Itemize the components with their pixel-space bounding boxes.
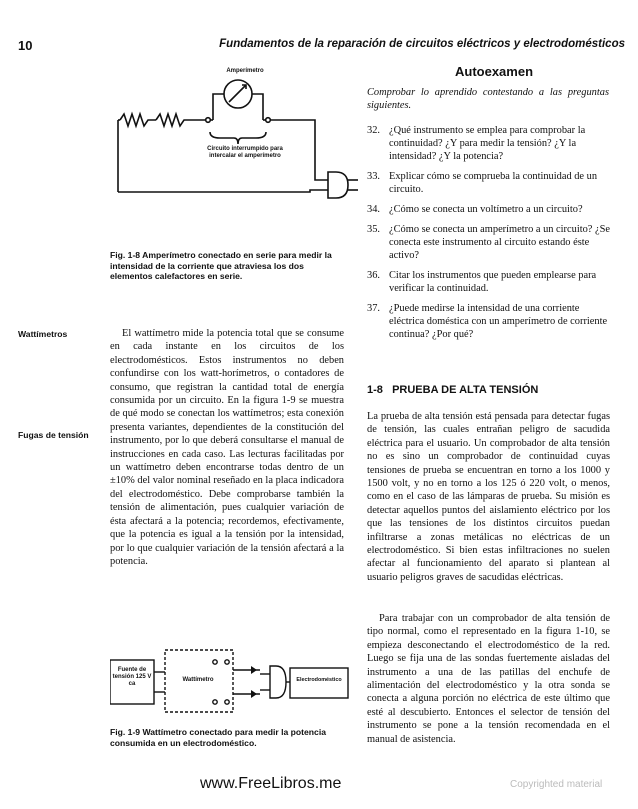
question-text: ¿Cómo se conecta un amperímetro a un circuito? ¿Se conecta este instrumento al circuito estando éste activo? — [389, 223, 611, 262]
question-number: 35. — [367, 223, 380, 235]
question-number: 32. — [367, 125, 380, 136]
question-list — [367, 124, 610, 348]
break-label: Circuito interrumpido para intercalar el amperímetro — [207, 146, 283, 159]
figure-1-8-caption: Fig. 1-8 Amperímetro conectado en serie para medir la intensidad de la corriente que atraviesa los dos elementos calefactores en serie. — [110, 250, 332, 281]
margin-label-wattimetros: Wattímetros — [18, 329, 68, 339]
question-number: 33. — [367, 171, 380, 183]
wattimetros-paragraph: El wattímetro mide la potencia total que se consume en cada instante en los circuitos de los electrodomésticos. Estos instrumentos no deben confundirse con los watt-horímetros, o contadores de consumo, que registran la cantidad total de energía consumida por un circuito. En la figura 1-9 se muestra de qué modo se conectan los wattímetros; esta conexión presenta variantes, dependientes de la constitución del instrumento, por lo que deberá consultarse el manual de instrucciones en cada caso. Las lecturas facilitadas por un wattímetro deben encontrarse todas dentro de un ±10% del valor nominal reseñado en la placa indicadora del electrodoméstico. Debe comprobarse también la tensión de alimentación, pues cualquier variación de ésta afectará a la potencia; recordemos, efectivamente, que la potencia es igual a la tensión por la intensidad, por lo que cualquier variación de la tensión afectará a la potencia. — [110, 328, 344, 567]
question-text: ¿Cómo se conecta un voltímetro a un circuito? — [389, 204, 583, 216]
ammeter-label: Amperímetro — [226, 68, 264, 74]
source-label: Fuente de tensión 125 V ca — [112, 667, 152, 687]
question-number: 34. — [367, 204, 380, 216]
question-number: 36. — [367, 269, 380, 281]
autoexamen-intro: Comprobar lo aprendido contestando a las preguntas siguientes. — [367, 87, 609, 112]
question-item — [367, 170, 610, 196]
section-paragraph-2: Para trabajar con un comprobador de alta tensión de tipo normal, como el representado en la figura 1-10, se empieza desconectando el electrodoméstico de la red. Luego se fija una de las sondas fuertemente aisladas del instrumento a una de las patillas del enchufe de alimentación del electrodoméstico y la otra sonda se conecta a alguna porción no eléctrica de este último que esté al descubierto. Entonces el selector de tensión del instrumento se pone a la tensión recomendada en el manual de asistencia. — [367, 613, 610, 745]
page-number: 10 — [18, 38, 33, 53]
autoexamen-title: Autoexamen — [455, 64, 534, 79]
figure-1-9-caption: Fig. 1-9 Wattímetro conectado para medir la potencia consumida en un electrodoméstico. — [110, 727, 327, 748]
section-heading: 1-8 PRUEBA DE ALTA TENSIÓN — [367, 384, 539, 396]
question-text: Explicar cómo se comprueba la continuidad de un circuito. — [389, 171, 598, 196]
running-title: Fundamentos de la reparación de circuitos eléctricos y electrodomésticos — [219, 38, 625, 50]
question-item — [367, 223, 610, 263]
footer-copyright: Copyrighted material — [510, 779, 603, 790]
question-item — [367, 269, 610, 295]
appliance-label: Electrodoméstico — [296, 677, 342, 683]
section-paragraph-1: La prueba de alta tensión está pensada para detectar fugas de tensión, las cuales entrañan peligro de sacudida eléctrica para el usuario. Un comprobador de alta tensión no es sino un comprobador de continuidad cuyas tensiones de prueba se encuentran en torno a los 1000 y 1500 volt, y no en torno a los 125 ó 220 volt, o menos, como en el caso de las lámparas de prueba. Su misión es detectar aquellos puntos del aislamiento eléctrico por los que las tensiones de los distintos circuitos puedan infiltrarse a zonas metálicas no eléctricas de un electrodoméstico. Si bien estas infiltraciones no suelen afectar al funcionamiento del aparato si plantean al usuario peligros graves de sacudidas eléctricas. — [367, 411, 610, 583]
question-text: ¿Qué instrumento se emplea para comprobar la continuidad? ¿Y para medir la tensión? ¿Y la intensidad? ¿Y la potencia? — [389, 125, 586, 163]
margin-label-fugas: Fugas de tensión — [18, 430, 89, 440]
wattmeter-label: Wattímetro — [182, 677, 214, 683]
question-item — [367, 302, 610, 342]
question-item — [367, 203, 610, 216]
question-text: Citar los instrumentos que pueden emplearse para verificar la continuidad. — [389, 269, 597, 295]
question-item — [367, 124, 610, 164]
footer-url[interactable]: www.FreeLibros.me — [200, 775, 342, 792]
question-number: 37. — [367, 302, 380, 314]
question-text: ¿Puede medirse la intensidad de una corriente eléctrica doméstica con un amperímetro de corriente continua? ¿Por qué? — [389, 302, 608, 341]
